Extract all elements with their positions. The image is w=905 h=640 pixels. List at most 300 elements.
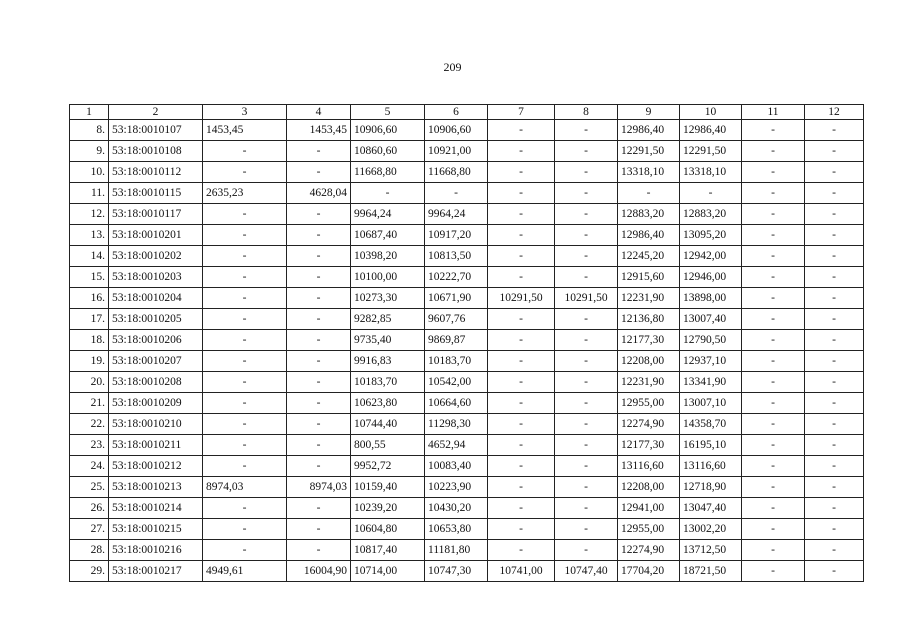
- table-cell: 10542,00: [425, 372, 488, 393]
- table-row: [70, 414, 864, 435]
- table-cell: -: [805, 561, 864, 582]
- table-cell: 53:18:0010207: [109, 351, 203, 372]
- table-cell: 11181,80: [425, 540, 488, 561]
- table-cell: 17704,20: [618, 561, 680, 582]
- table-cell: 10714,00: [351, 561, 425, 582]
- table-cell: 23.: [70, 435, 109, 456]
- header-row: [70, 105, 864, 120]
- table-cell: -: [742, 393, 805, 414]
- table-cell: 12941,00: [618, 498, 680, 519]
- table-cell: 12790,50: [680, 330, 742, 351]
- table-cell: -: [555, 225, 618, 246]
- table-cell: -: [742, 561, 805, 582]
- table-cell: 18721,50: [680, 561, 742, 582]
- table-cell: 28.: [70, 540, 109, 561]
- table-cell: 13318,10: [680, 162, 742, 183]
- table-cell: -: [488, 456, 555, 477]
- table-cell: -: [287, 330, 351, 351]
- table-cell: -: [203, 393, 287, 414]
- table-cell: 53:18:0010108: [109, 141, 203, 162]
- table-cell: -: [742, 183, 805, 204]
- table-cell: -: [680, 183, 742, 204]
- table-cell: -: [488, 498, 555, 519]
- table-cell: -: [287, 498, 351, 519]
- table-cell: 16004,90: [287, 561, 351, 582]
- table-cell: -: [555, 162, 618, 183]
- table-row: [70, 561, 864, 582]
- table-cell: -: [488, 372, 555, 393]
- table-cell: -: [555, 309, 618, 330]
- table-cell: 8974,03: [287, 477, 351, 498]
- table-cell: 53:18:0010107: [109, 120, 203, 141]
- table-row: [70, 183, 864, 204]
- table-cell: 4949,61: [203, 561, 287, 582]
- table-cell: -: [287, 414, 351, 435]
- table-cell: -: [742, 498, 805, 519]
- table-cell: -: [488, 141, 555, 162]
- table-row: [70, 120, 864, 141]
- table-cell: 20.: [70, 372, 109, 393]
- table-cell: 12915,60: [618, 267, 680, 288]
- table-cell: 10222,70: [425, 267, 488, 288]
- table-cell: 53:18:0010211: [109, 435, 203, 456]
- table-cell: -: [555, 540, 618, 561]
- table-cell: -: [287, 540, 351, 561]
- table-cell: 9964,24: [425, 204, 488, 225]
- table-cell: -: [287, 351, 351, 372]
- table-cell: 53:18:0010210: [109, 414, 203, 435]
- table-row: [70, 393, 864, 414]
- table-cell: -: [805, 246, 864, 267]
- table-cell: 9735,40: [351, 330, 425, 351]
- table-cell: -: [488, 414, 555, 435]
- table-cell: -: [555, 204, 618, 225]
- table-cell: 12274,90: [618, 540, 680, 561]
- table-cell: -: [742, 330, 805, 351]
- table-cell: -: [287, 309, 351, 330]
- table-cell: 13047,40: [680, 498, 742, 519]
- table-cell: -: [203, 519, 287, 540]
- table-cell: -: [287, 267, 351, 288]
- table-cell: -: [742, 309, 805, 330]
- table-cell: 10653,80: [425, 519, 488, 540]
- table-cell: -: [203, 141, 287, 162]
- table-cell: 13898,00: [680, 288, 742, 309]
- table-cell: 53:18:0010206: [109, 330, 203, 351]
- table-cell: 53:18:0010214: [109, 498, 203, 519]
- table-cell: 13007,10: [680, 393, 742, 414]
- table-cell: 29.: [70, 561, 109, 582]
- page-number: 209: [443, 60, 462, 74]
- data-table: [69, 104, 864, 582]
- table-cell: -: [203, 246, 287, 267]
- table-cell: 53:18:0010217: [109, 561, 203, 582]
- table-row: [70, 477, 864, 498]
- table-body: [70, 120, 864, 582]
- table-cell: 10687,40: [351, 225, 425, 246]
- table-cell: -: [287, 393, 351, 414]
- table-cell: -: [555, 141, 618, 162]
- table-cell: -: [488, 267, 555, 288]
- table-cell: -: [203, 540, 287, 561]
- table-cell: 10159,40: [351, 477, 425, 498]
- table-cell: 14.: [70, 246, 109, 267]
- table-cell: -: [618, 183, 680, 204]
- table-cell: -: [805, 435, 864, 456]
- table-row: [70, 498, 864, 519]
- table-cell: 12718,90: [680, 477, 742, 498]
- table-cell: -: [488, 540, 555, 561]
- table-cell: -: [488, 120, 555, 141]
- table-cell: -: [742, 372, 805, 393]
- table-cell: 10083,40: [425, 456, 488, 477]
- table-cell: -: [203, 372, 287, 393]
- table-cell: -: [742, 204, 805, 225]
- table-cell: -: [742, 120, 805, 141]
- table-cell: -: [203, 456, 287, 477]
- table-row: [70, 246, 864, 267]
- table-cell: 10817,40: [351, 540, 425, 561]
- table-row: [70, 288, 864, 309]
- table-cell: -: [287, 246, 351, 267]
- table-cell: 12946,00: [680, 267, 742, 288]
- table-cell: -: [555, 519, 618, 540]
- table-cell: -: [488, 225, 555, 246]
- table-cell: 8974,03: [203, 477, 287, 498]
- table-cell: 12883,20: [618, 204, 680, 225]
- table-cell: 13318,10: [618, 162, 680, 183]
- table-row: [70, 162, 864, 183]
- table-cell: 10664,60: [425, 393, 488, 414]
- table-cell: -: [805, 330, 864, 351]
- table-cell: 14358,70: [680, 414, 742, 435]
- table-row: [70, 225, 864, 246]
- table-cell: 11.: [70, 183, 109, 204]
- table-cell: -: [805, 141, 864, 162]
- table-cell: -: [805, 372, 864, 393]
- table-cell: -: [488, 162, 555, 183]
- table-cell: 13095,20: [680, 225, 742, 246]
- table-cell: 13116,60: [618, 456, 680, 477]
- table-cell: -: [555, 267, 618, 288]
- table-cell: 25.: [70, 477, 109, 498]
- table-cell: 13341,90: [680, 372, 742, 393]
- table-cell: -: [203, 225, 287, 246]
- table-cell: 9.: [70, 141, 109, 162]
- column-header: 7: [488, 105, 555, 120]
- table-cell: 10860,60: [351, 141, 425, 162]
- table-cell: -: [203, 162, 287, 183]
- table-cell: 12245,20: [618, 246, 680, 267]
- table-cell: 10100,00: [351, 267, 425, 288]
- table-cell: -: [203, 498, 287, 519]
- table-cell: -: [351, 183, 425, 204]
- table-cell: 10747,40: [555, 561, 618, 582]
- table-cell: -: [488, 519, 555, 540]
- table-cell: 12986,40: [680, 120, 742, 141]
- table-cell: -: [488, 477, 555, 498]
- table-cell: -: [805, 477, 864, 498]
- table-cell: 12177,30: [618, 435, 680, 456]
- table-cell: -: [203, 309, 287, 330]
- table-row: [70, 267, 864, 288]
- table-cell: 12291,50: [618, 141, 680, 162]
- table-row: [70, 435, 864, 456]
- table-cell: -: [805, 267, 864, 288]
- column-header: 5: [351, 105, 425, 120]
- table-cell: -: [805, 120, 864, 141]
- table-cell: 53:18:0010209: [109, 393, 203, 414]
- table-cell: -: [287, 288, 351, 309]
- table-cell: 12937,10: [680, 351, 742, 372]
- table-cell: 53:18:0010203: [109, 267, 203, 288]
- table-cell: 13007,40: [680, 309, 742, 330]
- column-header: 9: [618, 105, 680, 120]
- table-cell: -: [203, 288, 287, 309]
- table-cell: 13116,60: [680, 456, 742, 477]
- column-header: 12: [805, 105, 864, 120]
- table-cell: 13002,20: [680, 519, 742, 540]
- column-header: 1: [70, 105, 109, 120]
- table-cell: -: [555, 477, 618, 498]
- table-cell: 10430,20: [425, 498, 488, 519]
- table-row: [70, 351, 864, 372]
- table-cell: 10747,30: [425, 561, 488, 582]
- table-cell: -: [805, 204, 864, 225]
- table-cell: 53:18:0010201: [109, 225, 203, 246]
- table-cell: 27.: [70, 519, 109, 540]
- table-cell: -: [805, 414, 864, 435]
- table-cell: -: [805, 456, 864, 477]
- table-cell: 12986,40: [618, 120, 680, 141]
- table-cell: 9607,76: [425, 309, 488, 330]
- table-cell: -: [287, 456, 351, 477]
- table-cell: -: [555, 414, 618, 435]
- table-cell: -: [488, 309, 555, 330]
- table-cell: -: [742, 540, 805, 561]
- column-header: 10: [680, 105, 742, 120]
- table-cell: 4628,04: [287, 183, 351, 204]
- column-header: 6: [425, 105, 488, 120]
- table-cell: -: [203, 330, 287, 351]
- table-cell: 53:18:0010212: [109, 456, 203, 477]
- table-cell: -: [555, 372, 618, 393]
- table-cell: 10604,80: [351, 519, 425, 540]
- table-cell: -: [555, 330, 618, 351]
- table-cell: -: [805, 498, 864, 519]
- table-cell: -: [742, 477, 805, 498]
- table-cell: -: [555, 498, 618, 519]
- table-cell: 22.: [70, 414, 109, 435]
- table-cell: 13712,50: [680, 540, 742, 561]
- table-cell: 9964,24: [351, 204, 425, 225]
- table-cell: -: [742, 141, 805, 162]
- table-cell: -: [742, 519, 805, 540]
- table-cell: 4652,94: [425, 435, 488, 456]
- table-cell: -: [805, 288, 864, 309]
- table-cell: 10744,40: [351, 414, 425, 435]
- table-cell: -: [488, 330, 555, 351]
- table-cell: 53:18:0010216: [109, 540, 203, 561]
- table-cell: -: [287, 372, 351, 393]
- table-cell: -: [555, 435, 618, 456]
- table-cell: 12208,00: [618, 477, 680, 498]
- column-header: 11: [742, 105, 805, 120]
- table-cell: 16195,10: [680, 435, 742, 456]
- table-row: [70, 519, 864, 540]
- table-cell: 12274,90: [618, 414, 680, 435]
- table-cell: -: [555, 183, 618, 204]
- table-cell: -: [488, 246, 555, 267]
- table-cell: 9869,87: [425, 330, 488, 351]
- table-cell: 53:18:0010205: [109, 309, 203, 330]
- table-cell: 11668,80: [351, 162, 425, 183]
- table-cell: 12942,00: [680, 246, 742, 267]
- table-cell: -: [425, 183, 488, 204]
- table-cell: -: [805, 519, 864, 540]
- table-cell: 10741,00: [488, 561, 555, 582]
- table-cell: 10291,50: [555, 288, 618, 309]
- table-cell: 1453,45: [203, 120, 287, 141]
- table-cell: -: [203, 204, 287, 225]
- table-cell: 12955,00: [618, 393, 680, 414]
- table-cell: -: [805, 162, 864, 183]
- table-cell: 10223,90: [425, 477, 488, 498]
- table-cell: -: [488, 393, 555, 414]
- table-cell: 24.: [70, 456, 109, 477]
- table-cell: 53:18:0010215: [109, 519, 203, 540]
- column-header: 4: [287, 105, 351, 120]
- table-cell: 17.: [70, 309, 109, 330]
- table-cell: 10813,50: [425, 246, 488, 267]
- table-cell: 1453,45: [287, 120, 351, 141]
- table-cell: 10183,70: [425, 351, 488, 372]
- table-cell: 12955,00: [618, 519, 680, 540]
- table-cell: 10906,60: [351, 120, 425, 141]
- table-cell: -: [742, 435, 805, 456]
- table-cell: -: [203, 267, 287, 288]
- table-cell: -: [805, 540, 864, 561]
- table-cell: 18.: [70, 330, 109, 351]
- table-cell: 12208,00: [618, 351, 680, 372]
- table-cell: 12231,90: [618, 372, 680, 393]
- table-cell: 800,55: [351, 435, 425, 456]
- table-cell: 12.: [70, 204, 109, 225]
- table-cell: 9916,83: [351, 351, 425, 372]
- table-cell: 12986,40: [618, 225, 680, 246]
- table-cell: 10398,20: [351, 246, 425, 267]
- table-cell: -: [287, 435, 351, 456]
- table-cell: 53:18:0010204: [109, 288, 203, 309]
- table-row: [70, 141, 864, 162]
- table-cell: -: [488, 183, 555, 204]
- table-cell: -: [555, 456, 618, 477]
- table-cell: -: [488, 351, 555, 372]
- table-cell: -: [805, 309, 864, 330]
- column-header: 8: [555, 105, 618, 120]
- table-cell: 10183,70: [351, 372, 425, 393]
- table-cell: 16.: [70, 288, 109, 309]
- table-cell: 10906,60: [425, 120, 488, 141]
- table-row: [70, 309, 864, 330]
- table-row: [70, 330, 864, 351]
- table-cell: -: [805, 183, 864, 204]
- table-cell: -: [555, 393, 618, 414]
- table-cell: 13.: [70, 225, 109, 246]
- table-cell: 26.: [70, 498, 109, 519]
- table-row: [70, 372, 864, 393]
- table-cell: 12136,80: [618, 309, 680, 330]
- table-cell: 12177,30: [618, 330, 680, 351]
- table-cell: -: [805, 351, 864, 372]
- table-cell: -: [555, 120, 618, 141]
- table-cell: 53:18:0010115: [109, 183, 203, 204]
- table-cell: -: [287, 519, 351, 540]
- table-cell: -: [203, 414, 287, 435]
- table-cell: 12231,90: [618, 288, 680, 309]
- table-cell: 53:18:0010117: [109, 204, 203, 225]
- table-cell: 53:18:0010112: [109, 162, 203, 183]
- table-cell: -: [555, 246, 618, 267]
- table-cell: 53:18:0010208: [109, 372, 203, 393]
- table-row: [70, 204, 864, 225]
- table-cell: 12883,20: [680, 204, 742, 225]
- table-cell: -: [742, 288, 805, 309]
- table-cell: 9282,85: [351, 309, 425, 330]
- table-cell: -: [287, 162, 351, 183]
- table-cell: -: [287, 141, 351, 162]
- table-cell: 19.: [70, 351, 109, 372]
- table-cell: 8.: [70, 120, 109, 141]
- table-cell: -: [742, 225, 805, 246]
- table-cell: 12291,50: [680, 141, 742, 162]
- table-cell: -: [742, 267, 805, 288]
- table-cell: -: [805, 393, 864, 414]
- table-cell: -: [805, 225, 864, 246]
- table-cell: 10.: [70, 162, 109, 183]
- table-cell: 11668,80: [425, 162, 488, 183]
- table-cell: -: [488, 204, 555, 225]
- table-cell: 15.: [70, 267, 109, 288]
- table-cell: 21.: [70, 393, 109, 414]
- table-cell: -: [742, 246, 805, 267]
- table-cell: -: [742, 414, 805, 435]
- table-cell: 10917,20: [425, 225, 488, 246]
- column-header: 2: [109, 105, 203, 120]
- table-cell: 11298,30: [425, 414, 488, 435]
- table-cell: -: [742, 162, 805, 183]
- table-cell: 53:18:0010213: [109, 477, 203, 498]
- table-cell: 9952,72: [351, 456, 425, 477]
- table-cell: 53:18:0010202: [109, 246, 203, 267]
- table-cell: -: [742, 456, 805, 477]
- table-cell: 10291,50: [488, 288, 555, 309]
- table-cell: -: [203, 435, 287, 456]
- table-cell: 10239,20: [351, 498, 425, 519]
- table-cell: 10273,30: [351, 288, 425, 309]
- table-cell: 10921,00: [425, 141, 488, 162]
- table-cell: -: [555, 351, 618, 372]
- table-cell: -: [203, 351, 287, 372]
- table-row: [70, 540, 864, 561]
- table-row: [70, 456, 864, 477]
- table-cell: -: [488, 435, 555, 456]
- column-header: 3: [203, 105, 287, 120]
- table-cell: -: [287, 204, 351, 225]
- table-cell: 10671,90: [425, 288, 488, 309]
- table-cell: 10623,80: [351, 393, 425, 414]
- table-cell: -: [742, 351, 805, 372]
